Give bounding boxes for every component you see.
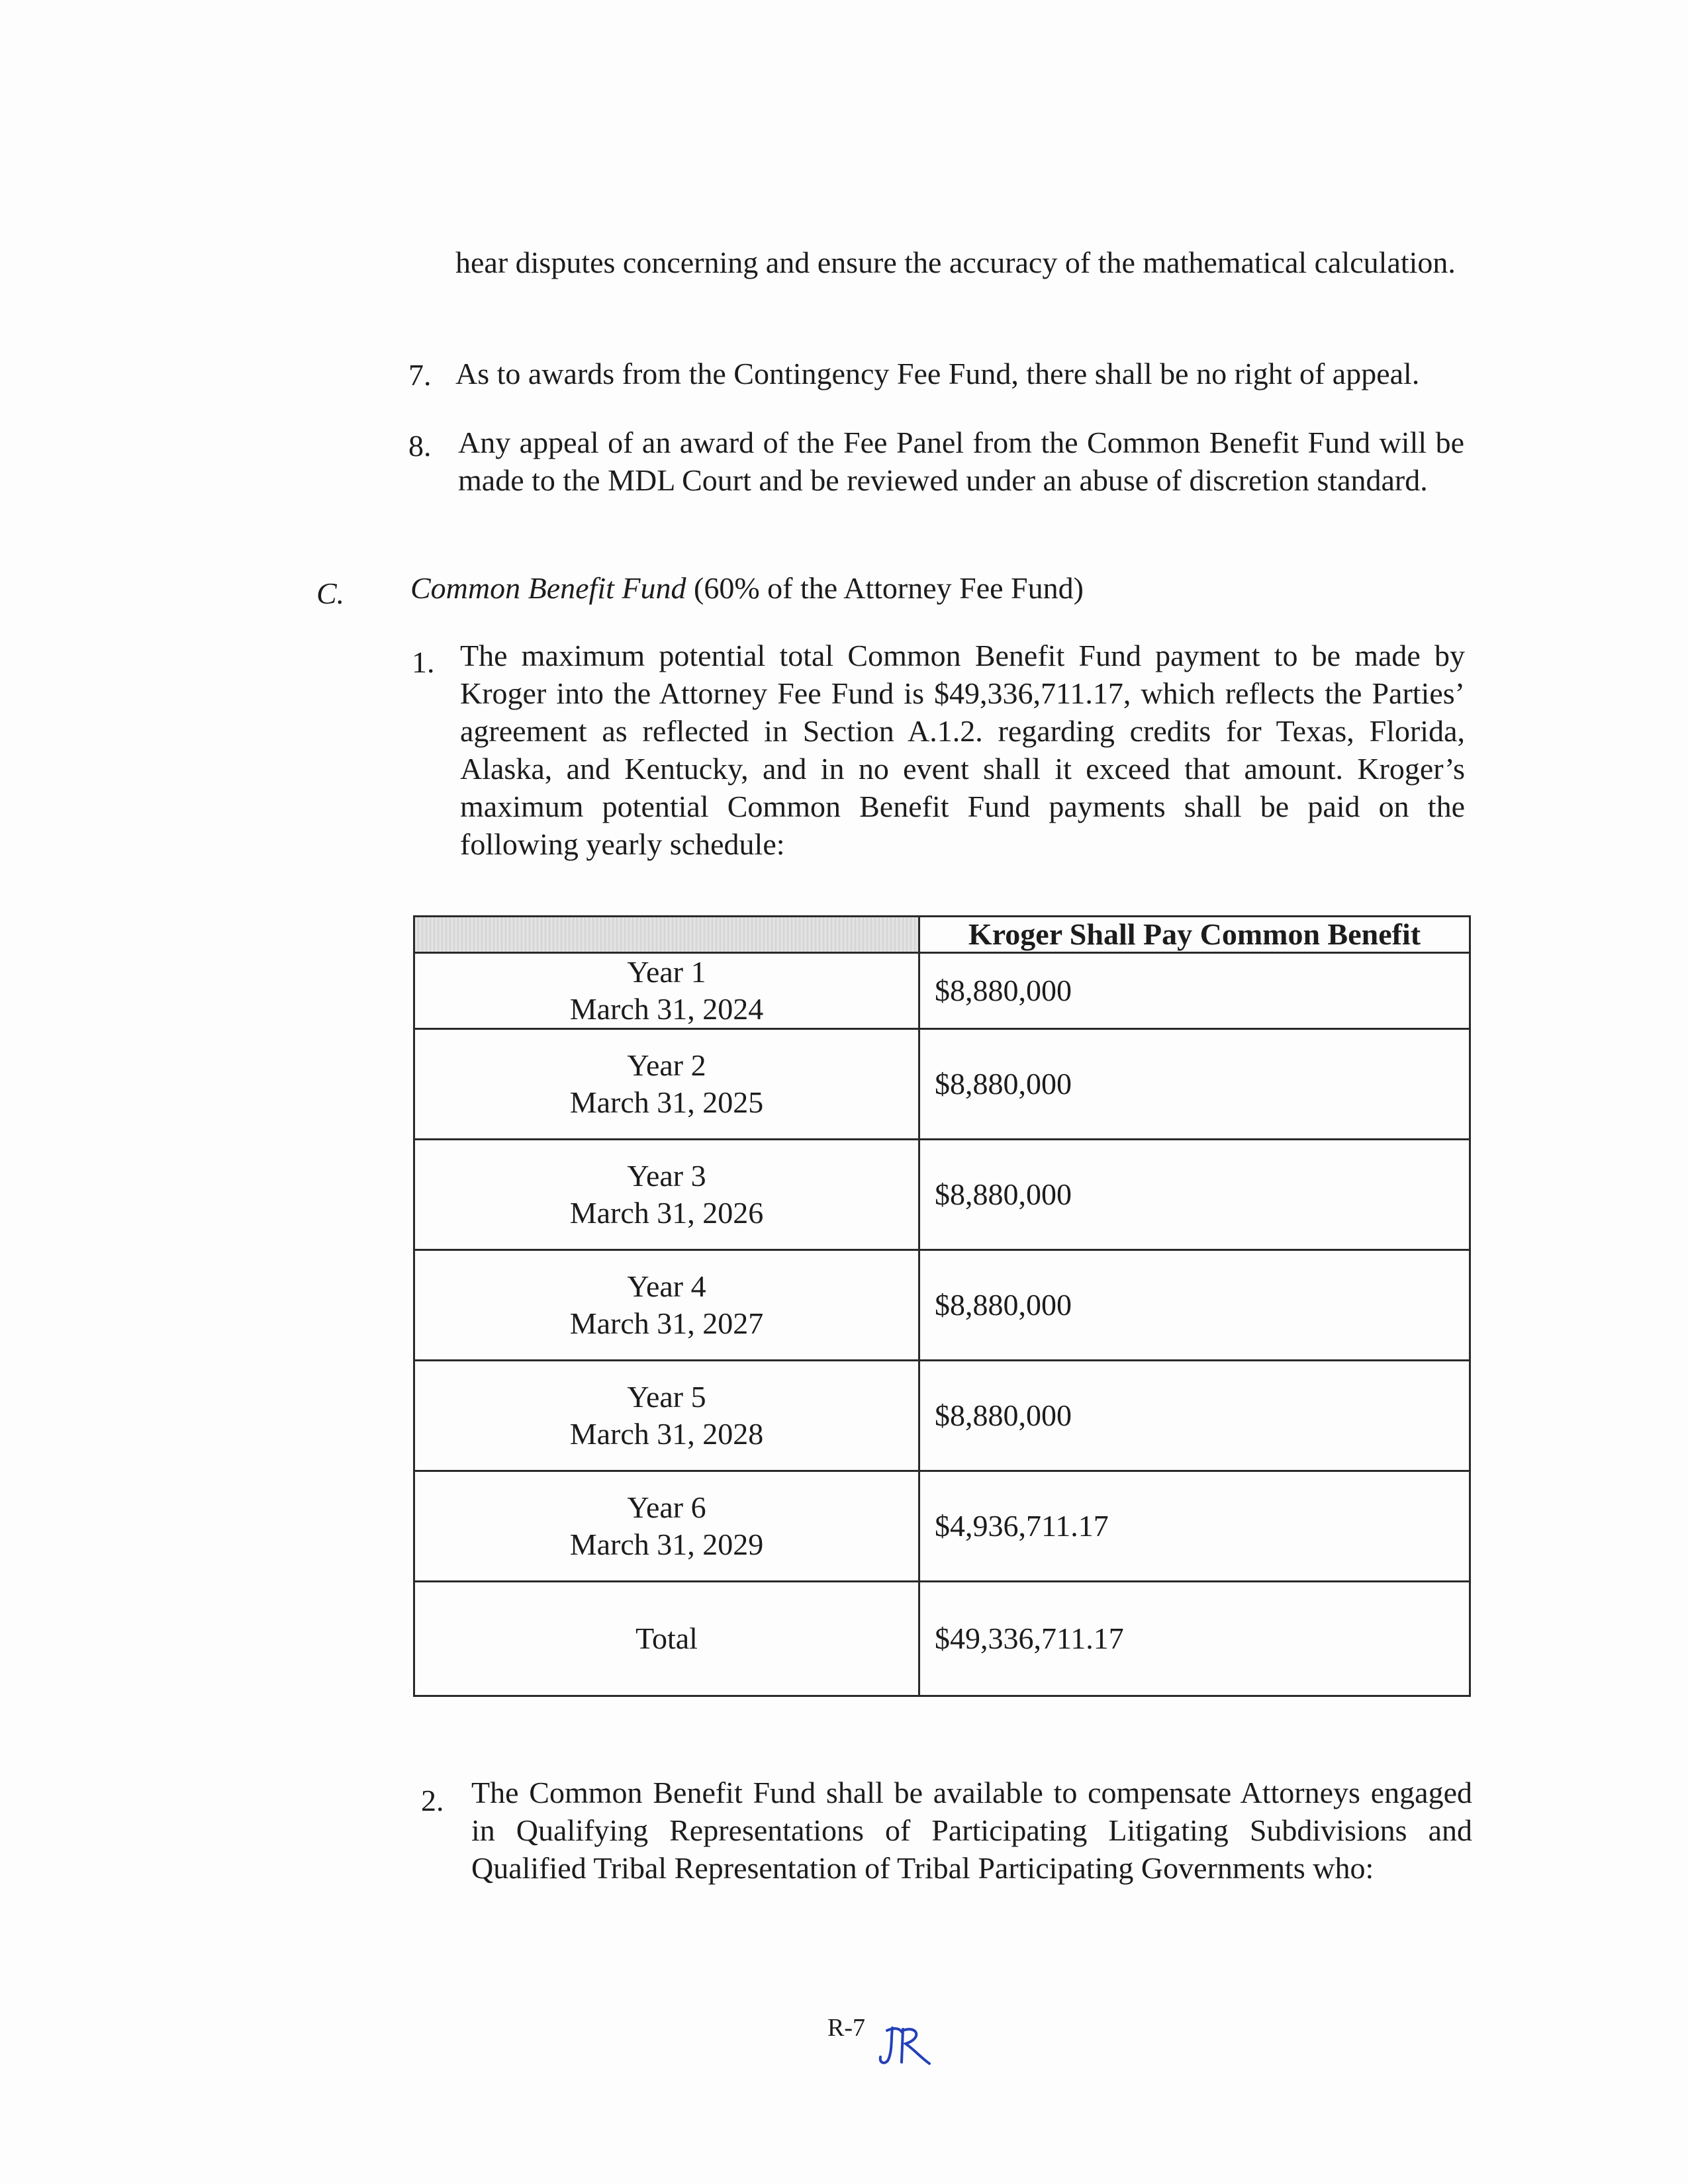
year-label: Year 6 [627,1490,706,1524]
year-label: Year 4 [627,1269,706,1303]
year-cell [414,1140,919,1250]
table-row [414,1029,1470,1140]
section-item-2-number: 2. [421,1784,444,1817]
amount-cell: $8,880,000 [919,953,1470,1029]
item-7-text: As to awards from the Contingency Fee Fund, there shall be no right of appeal. [455,357,1420,390]
amount-cell: $8,880,000 [919,1250,1470,1361]
table-header-row [414,917,1470,953]
total-label-cell: Total [414,1582,919,1696]
payment-schedule-table [413,915,1471,1697]
table-row [414,1471,1470,1582]
section-heading [410,569,1084,607]
item-8-text: Any appeal of an award of the Fee Panel from the Common Benefit Fund will be made to the MDL Court and be reviewed under an abuse of discretion standard. [458,426,1464,497]
year-label: Year 3 [627,1159,706,1193]
table-row [414,1250,1470,1361]
total-amount-cell: $49,336,711.17 [919,1582,1470,1696]
amount-cell: $4,936,711.17 [919,1471,1470,1582]
year-cell [414,1361,919,1471]
year-cell [414,1471,919,1582]
table-header-left [414,917,919,953]
continuation-paragraph: hear disputes concerning and ensure the accuracy of the mathematical calculation. [455,246,1456,279]
table-total-row [414,1582,1470,1696]
item-8-number: 8. [408,429,432,463]
table-row [414,1361,1470,1471]
year-cell [414,953,919,1029]
section-item-2-text: The Common Benefit Fund shall be available to compensate Attorneys engaged in Qualifying Representations of Participating Litigating Subdivisions and Qualified Tribal Representation of Tribal Participating Governments who: [471,1776,1472,1885]
table-row [414,1140,1470,1250]
year-date: March 31, 2029 [569,1527,764,1561]
amount-cell: $8,880,000 [919,1140,1470,1250]
year-date: March 31, 2028 [569,1417,764,1451]
section-letter: C. [316,576,345,610]
amount-cell: $8,880,000 [919,1361,1470,1471]
year-label: Year 1 [627,955,706,989]
year-label: Year 2 [627,1048,706,1082]
section-item-1-text: The maximum potential total Common Benefit Fund payment to be made by Kroger into the Attorney Fee Fund is $49,336,711.17, which reflects the Parties’ agreement as reflected in Section A.1.2. regarding credits for Texas, Florida, Alaska, and Kentucky, and in no event shall it exceed that amount. Kroger’s maximum potential Common Benefit Fund payments shall be paid on the following yearly schedule: [460,639,1465,861]
year-cell [414,1029,919,1140]
year-date: March 31, 2025 [569,1085,764,1119]
page-number: R-7 [827,2014,865,2042]
handwritten-initials-icon [875,2016,935,2075]
year-date: March 31, 2027 [569,1306,764,1340]
section-item-1-number: 1. [412,645,435,679]
section-title-italic: Common Benefit Fund [410,571,686,605]
year-label: Year 5 [627,1380,706,1414]
table-header-right: Kroger Shall Pay Common Benefit [919,917,1470,953]
table-row [414,953,1470,1029]
section-title-rest: (60% of the Attorney Fee Fund) [686,571,1084,605]
year-date: March 31, 2026 [569,1196,764,1230]
year-cell [414,1250,919,1361]
amount-cell: $8,880,000 [919,1029,1470,1140]
item-7-number: 7. [408,358,432,392]
year-date: March 31, 2024 [569,992,764,1026]
